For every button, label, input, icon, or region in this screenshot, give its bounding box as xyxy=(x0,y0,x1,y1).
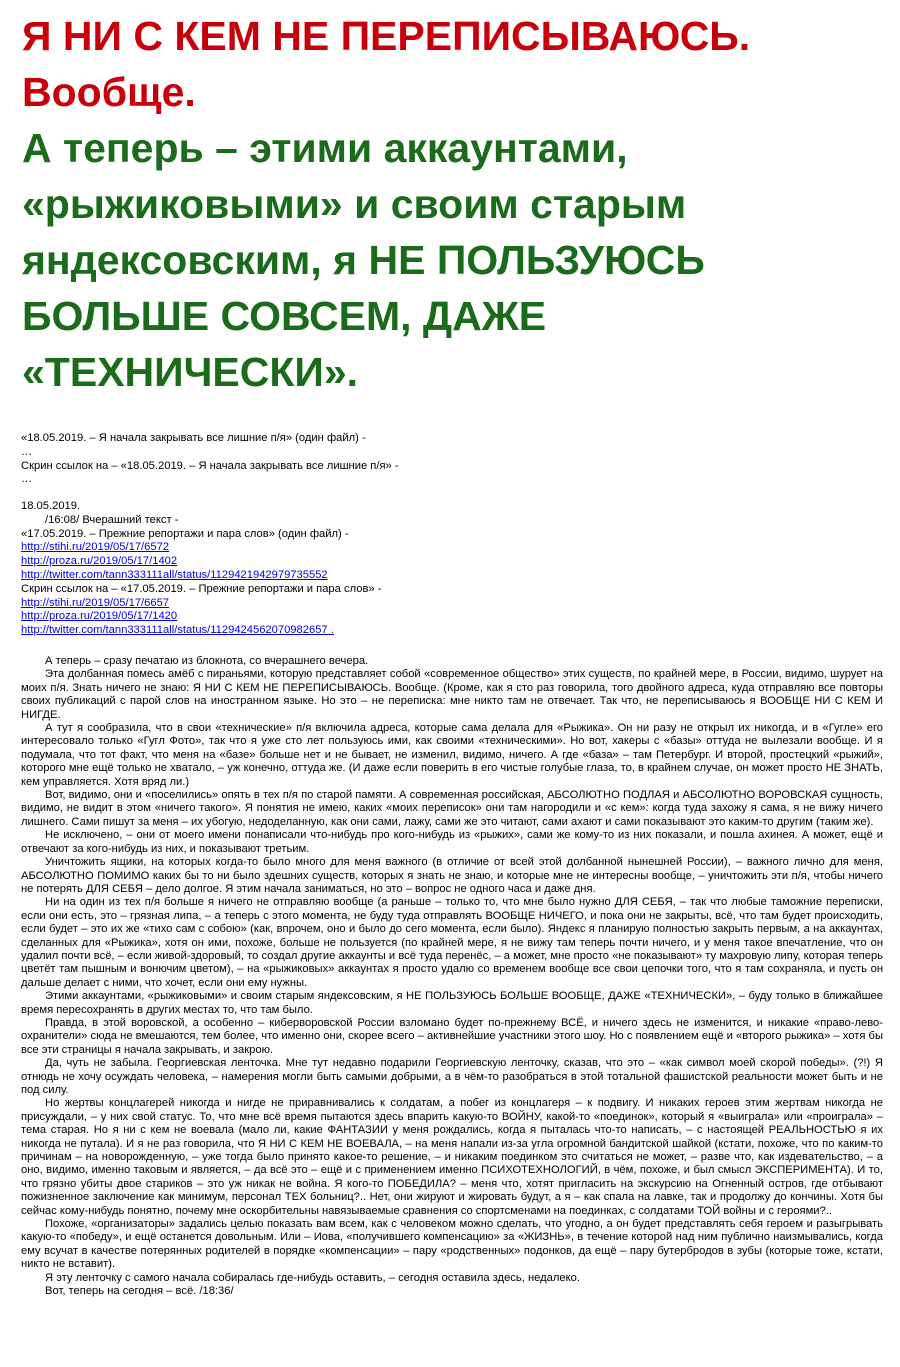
paragraph: Вот, теперь на сегодня – всё. /18:36/ xyxy=(45,1285,234,1298)
link-twitter-2[interactable]: http://twitter.com/tann333111all/status/1129424562070982657 . xyxy=(21,624,334,637)
paragraph: Похоже, «организаторы» задались целью показать вам всем, как с человеком можно сделать, что угодно, а он будет представлять себя героем и разыгрывать какую-то «победу», и ещё останется довольным. Или – Иова, «получившего компенсацию» за «ЖИЗНЬ», в течение которой над ним публично наизмывались, когда ему всучат в качестве потерянных родителей в порядке «компенсации» – пару «родственных» подонков, да ещё – пару бутербродов в зубы (которые тоже, кстати, никто не вставит). xyxy=(21,1218,883,1271)
article-body xyxy=(21,655,883,1299)
header-line-2: Скрин ссылок на – «18.05.2019. – Я начала закрывать все лишние п/я» - xyxy=(21,459,399,472)
paragraph: Не исключено, – они от моего имени понаписали что-нибудь про кого-нибудь из «рыжих», сами же кому-то из них показали, и пошла ахинея. А может, ещё и отвечают за кого-нибудь из них, и показывают третьим. xyxy=(21,829,883,855)
link-proza-2[interactable]: http://proza.ru/2019/05/17/1420 xyxy=(21,610,178,623)
paragraph: Уничтожить ящики, на которых когда-то было много для меня важного (в отличие от всей этой долбанной нынешней России), – важного лично для меня, АБСОЛЮТНО ПОМИМО каких бы то ни было здешних существ, которых я знать не знаю, и которые мне не интересны вообще, – уничтожить эти п/я, чтобы ничего не потерять ДЛЯ СЕБЯ – дело долгое. Я этим начала заниматься, но это – вопрос не одного часа и даже дня. xyxy=(21,856,883,895)
paragraph: А тут я сообразила, что в свои «технические» п/я включила адреса, которые сама делала для «Рыжика». Он ни разу не открыл их никогда, и в «Гугле» его интересовало только «Гугл Фото», так что я уже сто лет пользуюсь ими, как своими «техническими». Но вот, хакеры с «базы» оттуда не вылезали вообще. И я подумала, что тот факт, что меня на «базе» больше нет и не бывает, не изменил, видимо, ничего. А где «база» – там Петербург. И второй, простецкий «рыжий», которого мне ещё только не хватало, – уж конечно, оттуда же. (И даже если поверить в его чистые голубые глаза, то, в крайнем случае, он может просто НЕ ЗНАТЬ, кем управляется. Хотя вряд ли.) xyxy=(21,722,883,788)
paragraph: Я эту ленточку с самого начала собиралась где-нибудь оставить, – сегодня оставила здесь, недалеко. xyxy=(45,1271,580,1284)
file-line: «17.05.2019. – Прежние репортажи и пара слов» (один файл) - xyxy=(21,527,349,540)
paragraph: Но жертвы концлагерей никогда и нигде не приравнивались к солдатам, а побег из концлагеря – к подвигу. И никаких героев этим жертвам никогда не присуждали, – у них свой статус. То, что мне всё время пытаются здесь впарить какую-то ВОЙНУ, какой-то «поединок», который я «выиграла» или «проиграла» – тема старая. Но я ни с кем не воевала (мало ли, какие ФАНТАЗИИ у меня рождались, когда я пыталась что-то написать, – с настоящей РЕАЛЬНОСТЬЮ я их никогда не путала). И я не раз говорила, что Я НИ С КЕМ НЕ ВОЕВАЛА, – на меня напали из-за угла огромной бандитской шайкой (кстати, похоже, что по каким-то причинам – на новорожденную, – уже тогда было принято какое-то решение, – и никаким поединком это считаться не может, – разве что, как издевательство, – а оно, видимо, именно таковым и является, – да всё это – ещё и с применением именно ПСИХОТЕХНОЛОГИЙ, в чём, похоже, и был смысл ЭКСПЕРИМЕНТА). И то, что грязно убиты двое стариков – это уж никак не война. Я кого-то ПОБЕДИЛА? – меня что, хотят пригласить на экскурсию на Огненный остров, где отбывают пожизненное заключение как минимум, персонал ТЕХ больниц?.. Нет, они жируют и жировать будут, а я – как спала на лавке, так и продолжу до кончины. Хотя бы сейчас кому-нибудь понятно, почему мне оскорбительны навязываемые сравнения со спортсменами на поединках, с солдатами ТОЙ войны и с героями?.. xyxy=(21,1097,883,1217)
paragraph: Ни на один из тех п/я больше я ничего не отправляю вообще (а раньше – только то, что мне было нужно ДЛЯ СЕБЯ, – так что любые таможние переписки, если они есть, это – грязная липа, – а теперь с этого момента, не буду туда отправлять ВООБЩЕ НИЧЕГО, и пока они не закрыты, всё, что там будет происходить, если будет – это их же «тихо сам с собою» (как, впрочем, оно и было до сего момента, если было). Яндекс я планирую полностью закрыть первым, а на аккаунтах, сделанных для «Рыжика», хотя он ими, похоже, больше не пользуется (по крайней мере, я не вижу там теперь почти ничего, и у меня такое впечатление, что он удалил почти всё, – если живой-здоровый, то создал другие аккаунты и всё туда перенёс, – а может, мне просто «не показывают» ту махровую липу, которая теперь цветёт там пышным и вонючим цветом), – на «рыжиковых» аккаунтах я просто удалю со временем вообще все свои цепочки того, что я там сохраняла, и пусть он дальше делает с ними, что хочет, если они ему нужны. xyxy=(21,896,883,989)
header-block xyxy=(21,432,883,487)
paragraph: Да, чуть не забыла. Георгиевская ленточка. Мне тут недавно подарили Георгиевскую ленточку, сказав, что это – «как символ моей скорой победы». (?!) Я отнюдь не хочу осуждать человека, – намерения могли быть самыми добрыми, а в чём-то разобраться в этой тотальной фашистской реальности может быть и не под силу. xyxy=(21,1057,883,1096)
date-line: 18.05.2019. xyxy=(21,500,81,512)
link-proza-1[interactable]: http://proza.ru/2019/05/17/1402 xyxy=(21,555,178,568)
headline-line2: Вообще. xyxy=(22,69,196,115)
paragraph: Правда, в этой воровской, а особенно – кибервоpовской России взломано будет по-прежнему ВСЁ, и ничего здесь не изменится, и никакие «право-лево-охранители» сюда не вмешаются, тем более, что именно они, скорее всего – активнейшие участники этого шоу. Но с появлением ещё и «второго рыжика» – хотя бы все эти страницы я начала закрывать, и закрою. xyxy=(21,1016,883,1056)
headline-line3: А теперь – этими аккаунтами, «рыжиковыми» и своим старым яндексовским, я НЕ ПОЛЬЗУЮСЬ БОЛЬШЕ СОВСЕМ, ДАЖЕ «ТЕХНИЧЕСКИ». xyxy=(22,125,705,395)
header-line-1: «18.05.2019. – Я начала закрывать все лишние п/я» (один файл) - xyxy=(21,432,366,444)
paragraph: А теперь – сразу печатаю из блокнота, со вчерашнего вечера. xyxy=(45,655,369,667)
link-stihi-1[interactable]: http://stihi.ru/2019/05/17/6572 xyxy=(21,541,170,554)
paragraph: Эта долбанная помесь амёб с пираньями, которую представляет собой «современное общество» этих существ, по крайней мере, в России, видимо, шурует на моих п/я. Знать ничего не знаю: Я НИ С КЕМ НЕ ПЕРЕПИСЫВАЮСЬ. Вообще. (Кроме, как я сто раз говорила, того двойного адреса, куда отправляю все повторы своих публикаций с парой слов на иностранном языке. Но это – не переписка: мне никто там не отвечает. Так что, не переписываюсь я ВООБЩЕ НИ С КЕМ И НИГДЕ. xyxy=(21,668,883,721)
headline xyxy=(22,8,892,400)
link-twitter-1[interactable]: http://twitter.com/tann333111all/status/1129421942979735552 xyxy=(21,568,328,581)
paragraph: Этими аккаунтами, «рыжиковыми» и своим старым яндексовским, я НЕ ПОЛЬЗУЮСЬ БОЛЬШЕ ВООБЩЕ, ДАЖЕ «ТЕХНИЧЕСКИ», – буду только в ближайшее время пересохранять в других местах то, что там было. xyxy=(21,990,883,1016)
paragraph: Вот, видимо, они и «поселились» опять в тех п/я по старой памяти. А современная российская, АБСОЛЮТНО ПОДЛАЯ и АБСОЛЮТНО ВОРОВСКАЯ сущность, видимо, не видит в этом «ничего такого». Я понятия не имею, каких «моих переписок» они там нагородили и «с кем»: когда туда захожу я сама, я не вижу ничего лишнего. Сами пишут за меня – их убогую, недоделанную, как они сами, лажу, сами же это читают, сами ахают и сами показывают это каким-то другим (таким же). xyxy=(21,789,883,828)
date-block xyxy=(21,500,883,638)
header-dots-2: … xyxy=(21,473,33,486)
headline-line1: Я НИ С КЕМ НЕ ПЕРЕПИСЫВАЮСЬ. xyxy=(22,13,751,59)
header-dots-1: … xyxy=(21,445,33,458)
time-line: /16:08/ Вчерашний текст - xyxy=(45,513,179,526)
link-stihi-2[interactable]: http://stihi.ru/2019/05/17/6657 xyxy=(21,596,170,609)
screen-line: Скрин ссылок на – «17.05.2019. – Прежние репортажи и пара слов» - xyxy=(21,582,382,595)
